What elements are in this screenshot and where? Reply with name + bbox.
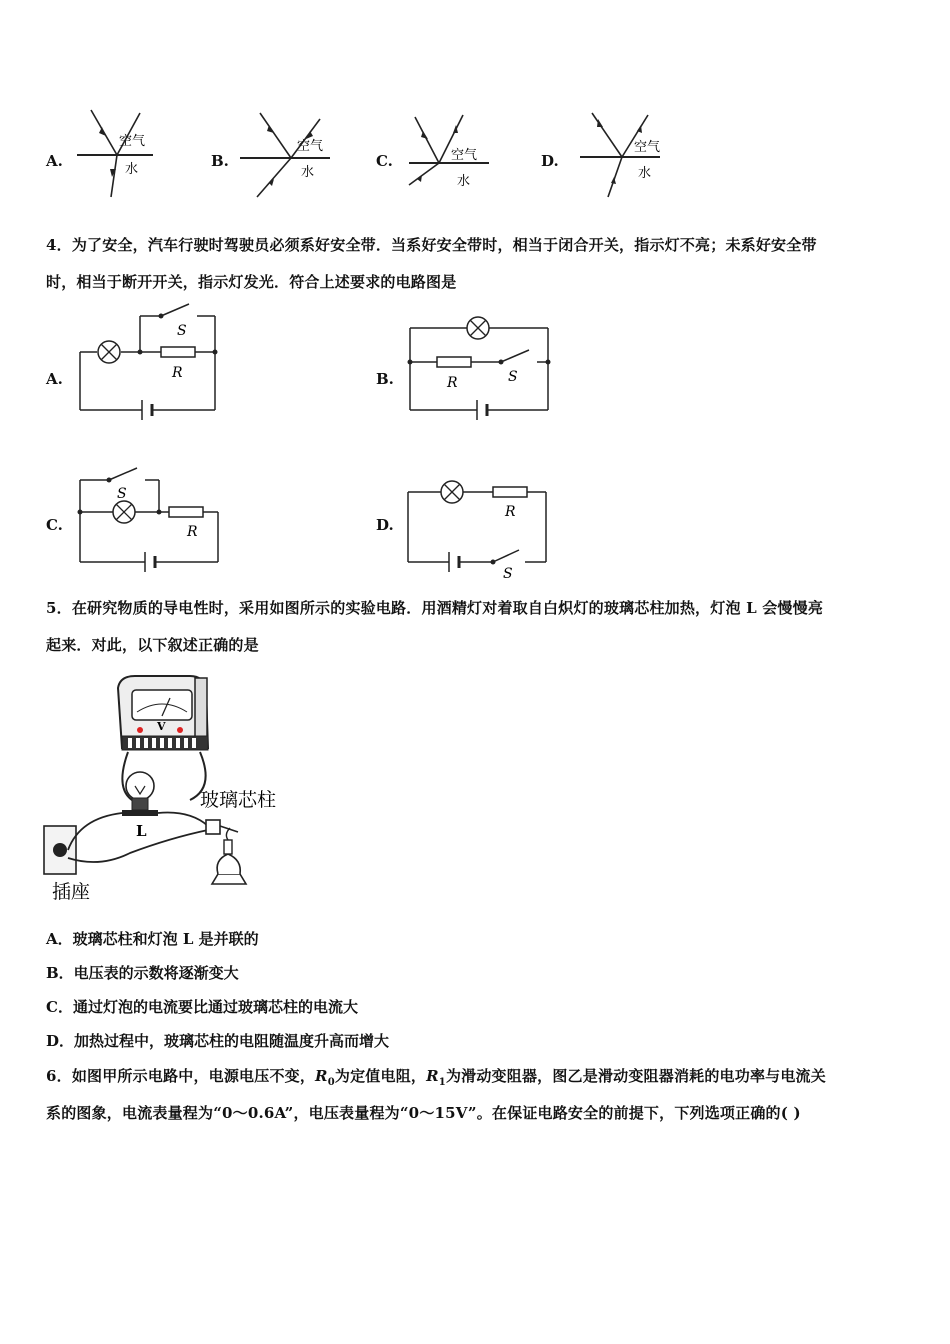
q3-option-d-label[interactable]: D. (541, 152, 559, 170)
q4-text-line2: 时，相当于断开开关，指示灯发光．符合上述要求的电路图是 (46, 273, 457, 291)
q4-text-line1: 4．为了安全，汽车行驶时驾驶员必须系好安全带．当系好安全带时，相当于闭合开关，指示灯不亮；未系好安全带 (46, 236, 817, 254)
water-label: 水 (301, 165, 315, 180)
q3-option-c-label[interactable]: C. (376, 152, 393, 170)
arrow-icon (267, 125, 274, 133)
q6-line1-b: 为定值电阻， (334, 1067, 427, 1085)
air-label: 空气 (119, 134, 146, 149)
q6-line1-a: 6．如图甲所示电路中，电源电压不变， (46, 1067, 316, 1085)
q5-choice-c[interactable]: C．通过灯泡的电流要比通过玻璃芯柱的电流大 (46, 998, 358, 1016)
q3-option-a-diagram[interactable] (75, 105, 165, 200)
arrow-icon (417, 175, 422, 182)
q5-text-line1: 5．在研究物质的导电性时，采用如图所示的实验电路．用酒精灯对着取自白炽灯的玻璃芯柱加热，灯泡 L 会慢慢亮 (46, 599, 824, 617)
switch-label: S (177, 323, 187, 339)
q5-text-line2: 起来．对此，以下叙述正确的是 (46, 636, 259, 654)
switch-label: S (117, 486, 127, 502)
resistor-label: R (187, 524, 198, 540)
air-label: 空气 (634, 140, 661, 155)
r0-symbol: R (315, 1067, 328, 1085)
q4-option-d-label[interactable]: D. (376, 516, 394, 534)
lamp-label: L (136, 822, 147, 840)
refracted-ray (409, 163, 439, 185)
r1-symbol: R (426, 1067, 439, 1085)
r1-subscript: 1 (438, 1077, 446, 1088)
voltmeter-icon (118, 676, 208, 750)
q5-choice-a[interactable]: A．玻璃芯柱和灯泡 L 是并联的 (46, 930, 259, 948)
reflected-ray (592, 113, 622, 157)
resistor-icon (161, 347, 195, 357)
water-label: 水 (125, 162, 139, 177)
q4-option-c-circuit[interactable] (75, 460, 230, 580)
switch-label: S (503, 566, 513, 582)
alcohol-lamp-icon (212, 828, 246, 884)
water-label: 水 (457, 174, 471, 189)
resistor-icon (169, 507, 203, 517)
q6-text-line2: 系的图象，电流表量程为“0～0.6A”，电压表量程为“0～15V”。在保证电路安全的前提下，下列选项正确的( ) (46, 1104, 801, 1122)
q3-option-d-diagram[interactable] (570, 105, 680, 200)
refracted-ray (257, 158, 291, 197)
switch-label: S (508, 369, 518, 385)
meter-symbol: V (157, 720, 166, 733)
q4-option-b-label[interactable]: B. (376, 370, 394, 388)
q3-option-b-diagram[interactable] (235, 105, 345, 200)
resistor-label: R (447, 375, 458, 391)
socket-icon (44, 826, 76, 874)
arrow-icon (597, 119, 603, 127)
q4-option-c-label[interactable]: C. (46, 516, 63, 534)
r0-subscript: 0 (327, 1077, 335, 1088)
air-label: 空气 (297, 139, 324, 154)
refracted-ray (608, 157, 622, 197)
incident-ray (260, 113, 291, 158)
socket-label: 插座 (52, 881, 91, 903)
q4-option-b-circuit[interactable] (405, 310, 560, 430)
q6-line1-c: 为滑动变阻器，图乙是滑动变阻器消耗的电功率与电流关 (445, 1067, 826, 1085)
resistor-icon (493, 487, 527, 497)
q4-option-a-label[interactable]: A. (46, 370, 63, 388)
arrow-icon (99, 127, 106, 136)
water-label: 水 (638, 166, 652, 181)
resistor-icon (437, 357, 471, 367)
q5-choice-b[interactable]: B．电压表的示数将逐渐变大 (46, 964, 239, 982)
q4-option-d-circuit[interactable] (403, 474, 558, 584)
arrow-icon (306, 131, 313, 139)
q5-choice-d[interactable]: D．加热过程中，玻璃芯柱的电阻随温度升高而增大 (46, 1032, 390, 1050)
glass-core-label: 玻璃芯柱 (200, 789, 277, 811)
q3-option-a-label[interactable]: A. (46, 152, 63, 170)
glass-core-icon (206, 820, 220, 834)
resistor-label: R (172, 365, 183, 381)
q5-experiment-figure (40, 668, 310, 908)
q3-option-c-diagram[interactable] (405, 105, 505, 200)
resistor-label: R (505, 504, 516, 520)
q4-option-a-circuit[interactable] (75, 300, 225, 430)
incident-ray (415, 117, 439, 163)
air-label: 空气 (451, 148, 478, 163)
q3-option-b-label[interactable]: B. (211, 152, 229, 170)
